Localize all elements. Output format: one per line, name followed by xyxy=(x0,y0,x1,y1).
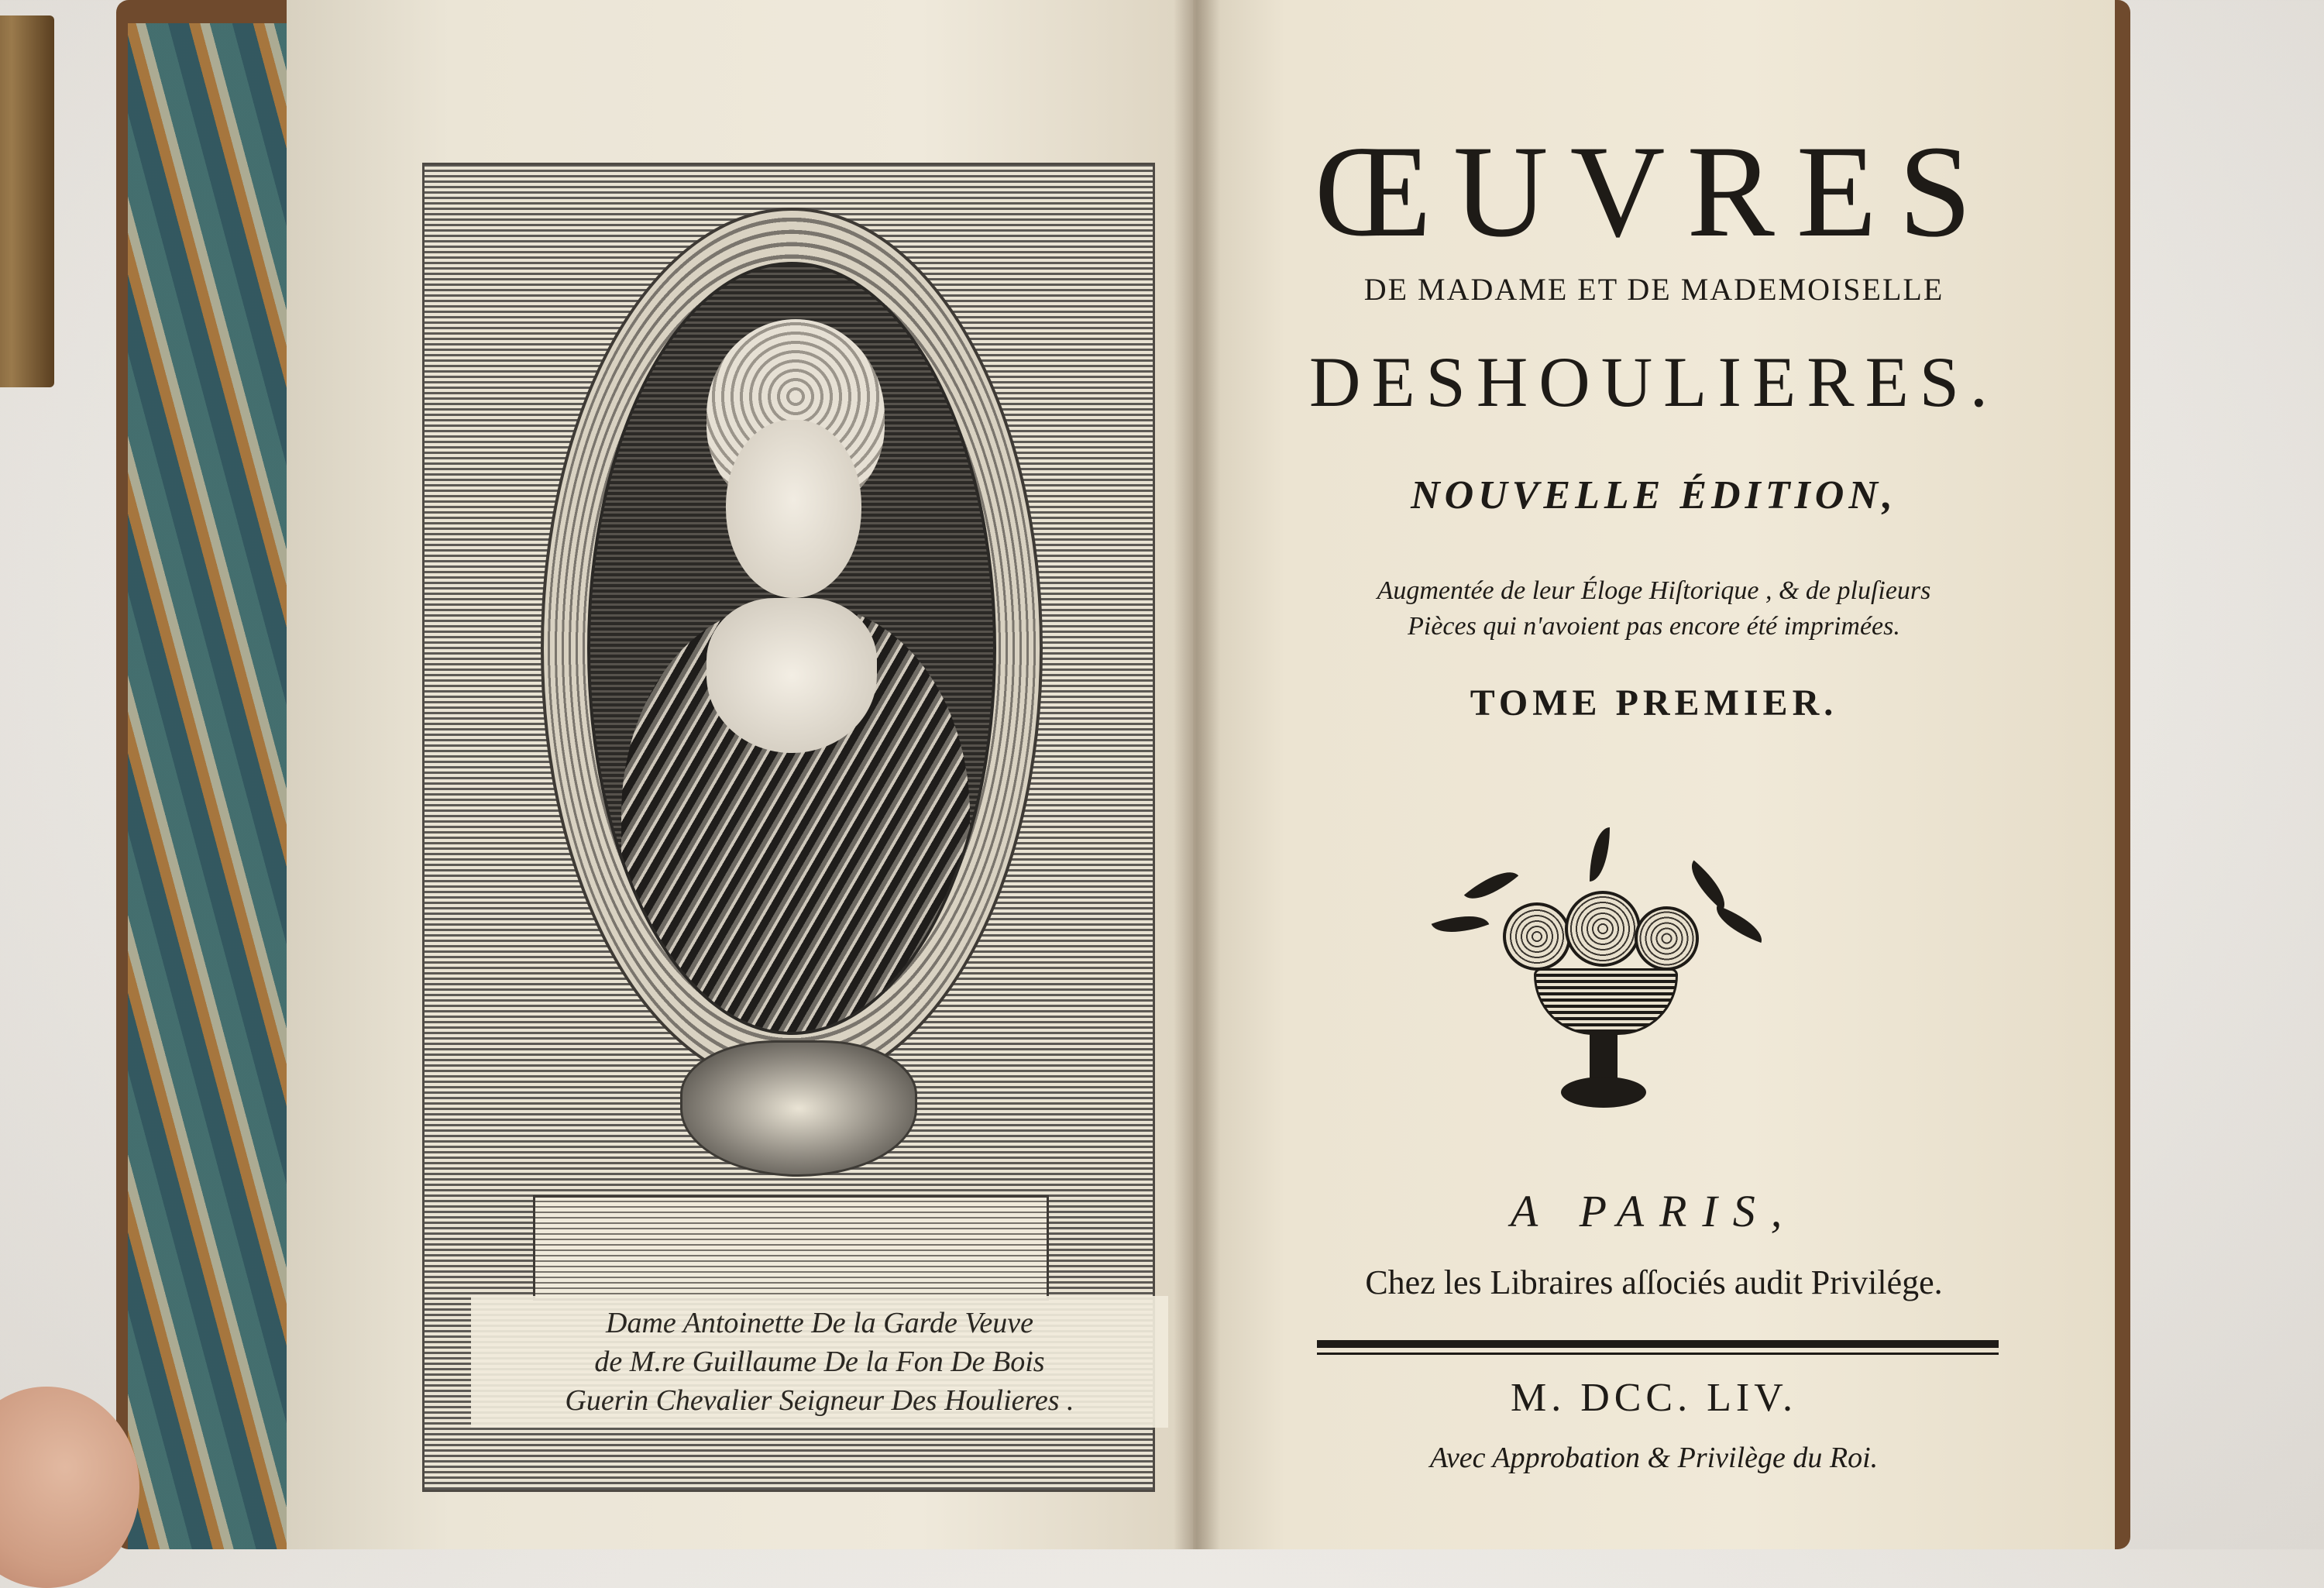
pedestal xyxy=(533,1195,1049,1301)
book-subtitle: DE MADAME ET DE MADEMOISELLE xyxy=(1363,272,1944,307)
imprint-date: M. DCC. LIV. xyxy=(1510,1376,1798,1420)
marbled-endpaper xyxy=(128,23,291,1549)
engraving-plate xyxy=(422,163,1155,1492)
basket-base xyxy=(1561,1077,1646,1108)
basket-bowl xyxy=(1534,968,1678,1035)
caption-line: Dame Antoinette De la Garde Veuve xyxy=(606,1307,1033,1339)
imprint-city: A PARIS, xyxy=(1510,1186,1798,1236)
book-title: ŒUVRES xyxy=(1314,119,1994,264)
fruit-basket-vignette xyxy=(1418,829,1789,1123)
leaf-ornament xyxy=(1464,861,1518,911)
fruit-ornament xyxy=(1565,891,1641,967)
leaf-ornament xyxy=(1590,827,1610,882)
sitter-chest xyxy=(706,598,877,753)
imprint-rule xyxy=(1317,1340,1999,1348)
fruit-ornament xyxy=(1503,902,1571,971)
portrait-caption xyxy=(471,1296,1168,1428)
caption-line: Guerin Chevalier Seigneur Des Houlieres . xyxy=(565,1384,1074,1417)
imprint-rule-thin xyxy=(1317,1353,1999,1355)
imprint-publisher: Chez les Libraires aſſociés audit Privilége. xyxy=(1365,1263,1943,1301)
fruit-ornament xyxy=(1635,906,1699,971)
approbation-line: Avec Approbation & Privilège du Roi. xyxy=(1429,1442,1879,1474)
leaf-ornament xyxy=(1710,906,1769,943)
sitter-face xyxy=(726,420,861,598)
augmentation-note xyxy=(1193,573,2115,644)
background-book xyxy=(0,15,54,387)
frontispiece-page xyxy=(287,0,1193,1549)
portrait-oval xyxy=(587,262,996,1035)
leaf-ornament xyxy=(1432,906,1490,943)
leaf-ornament xyxy=(1681,861,1735,911)
coat-of-arms xyxy=(680,1040,917,1177)
edition-line: NOUVELLE ÉDITION, xyxy=(1411,473,1897,517)
caption-line: de M.re Guillaume De la Fon De Bois xyxy=(594,1346,1045,1378)
book-author: DESHOULIERES. xyxy=(1309,342,1999,421)
volume-label: TOME PREMIER. xyxy=(1470,682,1838,724)
title-page xyxy=(1193,0,2115,1549)
page-gutter xyxy=(1174,0,1220,1549)
augmentation-line: Pièces qui n'avoient pas encore été imprimées. xyxy=(1408,612,1900,641)
augmentation-line: Augmentée de leur Éloge Hiſtorique , & de pluſieurs xyxy=(1377,576,1931,605)
